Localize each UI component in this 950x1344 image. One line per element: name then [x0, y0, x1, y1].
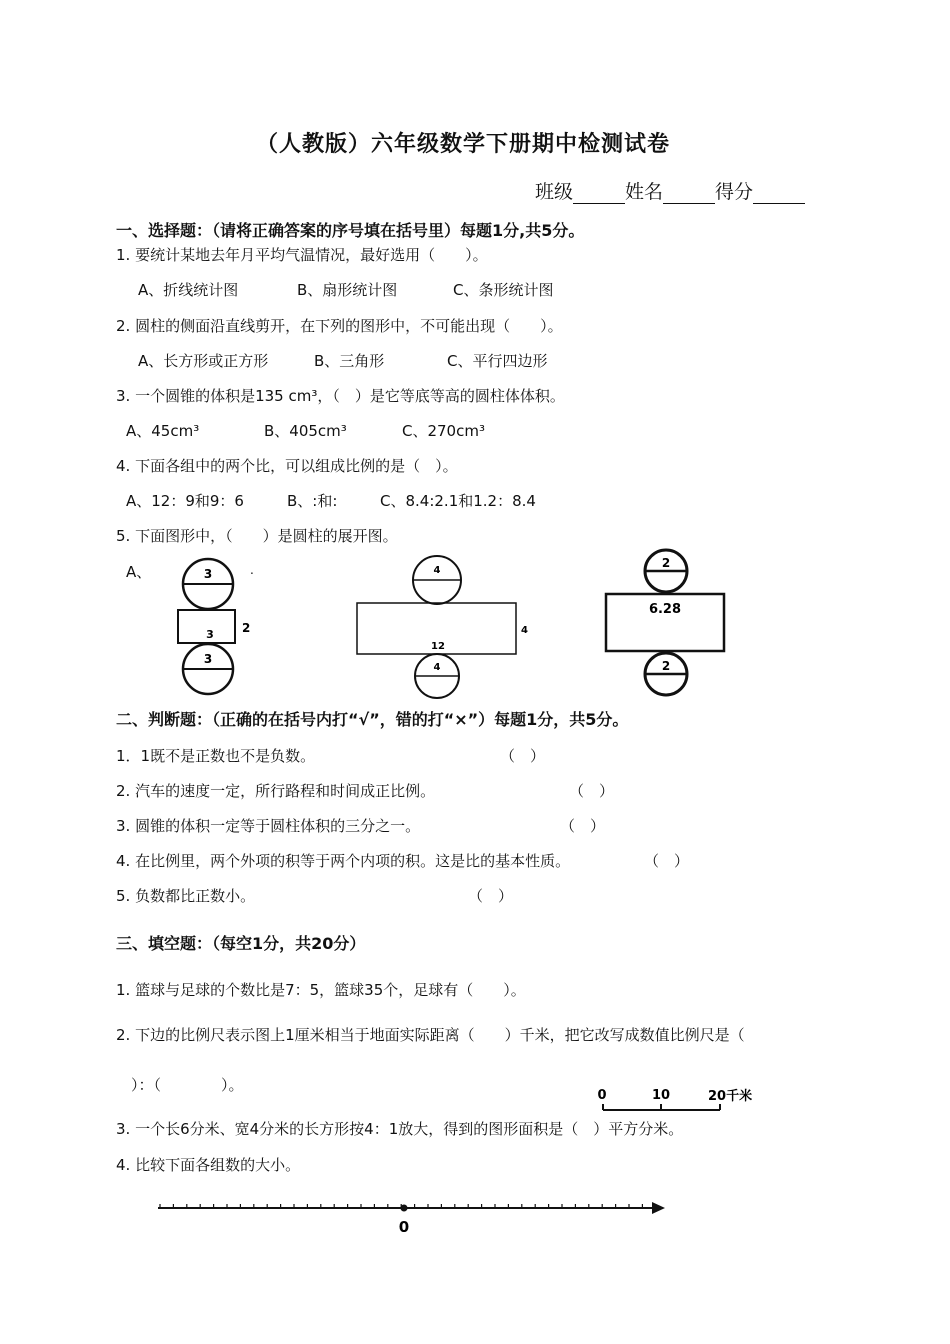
s1-q2-option-a: A、长方形或正方形: [138, 352, 269, 370]
score-blank[interactable]: [753, 185, 805, 204]
fig-b-rect-height-label: 4: [521, 625, 528, 636]
score-label: 得分: [715, 181, 754, 203]
s2-item-3-text: 3. 圆锥的体积一定等于圆柱体积的三分之一。: [116, 817, 421, 835]
fig-a-bottom-label: 3: [203, 652, 213, 666]
s1-q2-text: 2. 圆柱的侧面沿直线剪开，在下列的图形中，不可能出现（ ）。: [116, 317, 563, 335]
s1-q4-text: 4. 下面各组中的两个比，可以组成比例的是（ ）。: [116, 457, 458, 475]
s1-q1-option-a: A、折线统计图: [138, 281, 239, 299]
student-info: [535, 177, 805, 204]
s2-item-3-paren[interactable]: （ ）: [560, 817, 606, 835]
scale-tick-10-label: 10: [651, 1088, 671, 1103]
s2-item-5-text: 5. 负数都比正数小。: [116, 887, 256, 905]
figure-net-b: [352, 555, 537, 700]
fig-a-rect-height-label: 2: [242, 621, 251, 635]
s3-q2-text-a: 2. 下边的比例尺表示图上1厘米相当于地面实际距离（ ）千米，把它改写成数值比例尺是（: [116, 1026, 745, 1044]
fig-b-top-label: 4: [433, 565, 441, 576]
s1-q5-option-a: A、: [126, 563, 152, 581]
class-blank[interactable]: [573, 185, 625, 204]
number-line-origin-label: 0: [398, 1218, 410, 1236]
s1-q1-option-c: C、条形统计图: [453, 281, 554, 299]
class-label: 班级: [535, 181, 574, 203]
s2-item-2-paren[interactable]: （ ）: [569, 782, 615, 800]
s1-q2-option-b: B、三角形: [314, 352, 385, 370]
s1-q3-option-c: C、270cm³: [402, 422, 485, 440]
s1-q1-text: 1. 要统计某地去年月平均气温情况，最好选用（ ）。: [116, 246, 488, 264]
scale-tick-0-label: 0: [597, 1088, 607, 1103]
s2-item-1-text: 1．1既不是正数也不是负数。: [116, 747, 316, 765]
fig-c-top-label: 2: [661, 556, 671, 570]
fig-c-rect-label: 6.28: [648, 602, 682, 617]
s1-q3-option-b: B、405cm³: [264, 422, 347, 440]
fig-b-bottom-label: 4: [433, 662, 441, 673]
scale-tick-20-label: 20千米: [708, 1089, 753, 1104]
s2-item-2-text: 2. 汽车的速度一定，所行路程和时间成正比例。: [116, 782, 436, 800]
s1-q3-option-a: A、45cm³: [126, 422, 200, 440]
s3-q4-text: 4. 比较下面各组数的大小。: [116, 1156, 301, 1174]
name-label: 姓名: [625, 181, 664, 203]
page-title: （人教版）六年级数学下册期中检测试卷: [256, 132, 671, 157]
s2-item-1-paren[interactable]: （ ）: [500, 747, 546, 765]
s3-q3-text: 3. 一个长6分米、宽4分米的长方形按4：1放大，得到的图形面积是（ ）平方分米。: [116, 1120, 684, 1138]
fig-a-rect-width-label: 3: [206, 628, 214, 641]
fig-c-bottom-label: 2: [661, 659, 671, 673]
fig-b-rect-width-label: 12: [431, 641, 445, 652]
s1-q2-option-c: C、平行四边形: [447, 352, 548, 370]
s1-q5-text: 5. 下面图形中，（ ）是圆柱的展开图。: [116, 527, 398, 545]
section-2-heading: 二、判断题：（正确的在括号内打“√”，错的打“×”）每题1分，共5分。: [116, 710, 629, 729]
number-line-arrow-icon: [652, 1202, 665, 1214]
s1-q4-option-a: A、12：9和9：6: [126, 492, 244, 510]
number-line: [150, 1192, 675, 1237]
s3-q2-text-b: ）：（ ）。: [131, 1076, 244, 1094]
section-3-heading: 三、填空题：（每空1分，共20分）: [116, 934, 366, 953]
s2-item-4-text: 4. 在比例里，两个外项的积等于两个内项的积。这是比的基本性质。: [116, 852, 571, 870]
s1-q1-option-b: B、扇形统计图: [297, 281, 398, 299]
s2-item-4-paren[interactable]: （ ）: [644, 852, 690, 870]
figure-net-c: [600, 547, 735, 699]
number-line-origin-point: [401, 1205, 408, 1212]
section-1-heading: 一、选择题：（请将正确答案的序号填在括号里）每题1分,共5分。: [116, 221, 585, 240]
s2-item-5-paren[interactable]: （ ）: [468, 887, 514, 905]
figure-net-a: [170, 556, 260, 698]
name-blank[interactable]: [663, 185, 715, 204]
s3-q1-text: 1. 篮球与足球的个数比是7：5，篮球35个，足球有（ ）。: [116, 981, 526, 999]
s1-q4-option-c: C、8.4:2.1和1.2：8.4: [380, 492, 536, 510]
s1-q3-text: 3. 一个圆锥的体积是135 cm³，（ ）是它等底等高的圆柱体体积。: [116, 387, 565, 405]
s1-q5-dot: .: [250, 563, 254, 577]
s1-q4-option-b: B、:和:: [287, 492, 338, 510]
fig-a-top-label: 3: [203, 567, 213, 581]
